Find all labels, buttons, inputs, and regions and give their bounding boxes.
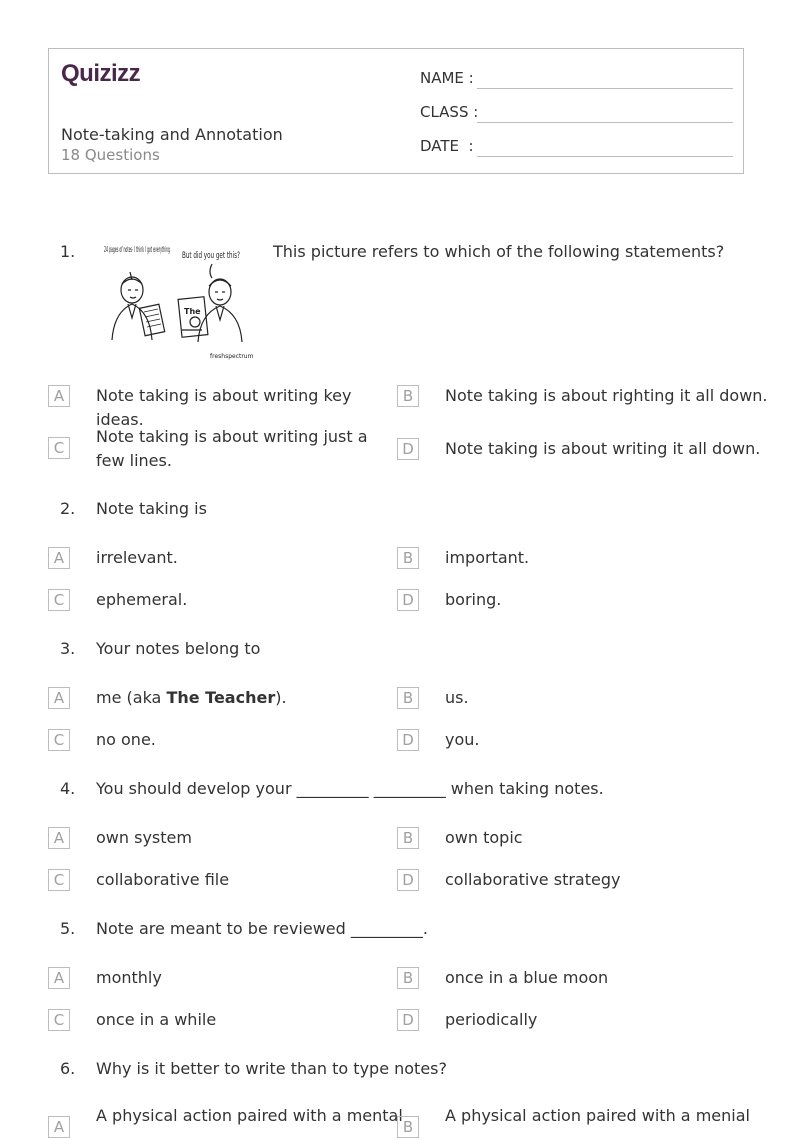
worksheet-title: Note-taking and Annotation (61, 125, 283, 144)
option-text: important. (445, 548, 530, 567)
option-letter-box[interactable]: C (48, 589, 70, 611)
option-letter-box[interactable]: D (397, 1009, 419, 1031)
option-letter-box[interactable]: C (48, 1009, 70, 1031)
option-text-post: ). (275, 688, 287, 707)
option-letter-box[interactable]: D (397, 438, 419, 460)
date-line[interactable] (477, 156, 733, 157)
option-text: irrelevant. (96, 548, 178, 567)
question-count: 18 Questions (61, 146, 160, 164)
option-letter-box[interactable]: C (48, 437, 70, 459)
quizizz-logo (61, 59, 151, 87)
option-text: own topic (445, 828, 523, 847)
poster-text: The (184, 307, 201, 316)
option-text: collaborative strategy (445, 870, 621, 889)
option-text: Note taking is about righting it all down. (445, 386, 768, 405)
date-label: DATE : (420, 137, 474, 155)
option-letter-box[interactable]: D (397, 589, 419, 611)
option-letter-box[interactable]: A (48, 385, 70, 407)
option-text: Note taking is about writing key ideas. (96, 386, 352, 429)
option-letter-box[interactable]: B (397, 967, 419, 989)
question-number: 5. (60, 919, 76, 938)
option-text: Note taking is about writing just a few lines. (96, 427, 368, 470)
left-speech-bubble: 24 pages of notes- I think I got everything (104, 245, 170, 254)
question-number: 3. (60, 639, 76, 658)
option-text: own system (96, 828, 192, 847)
cartoon-credit: freshspectrum (210, 353, 254, 360)
option-text: once in a while (96, 1010, 217, 1029)
question-number: 2. (60, 499, 76, 518)
option-letter-box[interactable]: B (397, 687, 419, 709)
question-number: 4. (60, 779, 76, 798)
note-taking-cartoon (100, 240, 260, 362)
option-text: monthly (96, 968, 162, 987)
question-text: Why is it better to write than to type notes? (96, 1059, 447, 1078)
option-text: periodically (445, 1010, 538, 1029)
option-letter-box[interactable]: C (48, 869, 70, 891)
option-text: collaborative file (96, 870, 230, 889)
question-number: 1. (60, 242, 76, 261)
option-text: once in a blue moon (445, 968, 609, 987)
name-line[interactable] (477, 88, 733, 89)
option-letter-box[interactable]: C (48, 729, 70, 751)
option-text: A physical action paired with a menial (445, 1106, 750, 1125)
option-text: A physical action paired with a mental (96, 1106, 403, 1125)
option-letter-box[interactable]: A (48, 547, 70, 569)
option-text: us. (445, 688, 469, 707)
question-text: Note are meant to be reviewed _________. (96, 919, 428, 938)
option-letter-box[interactable]: A (48, 687, 70, 709)
option-text: boring. (445, 590, 502, 609)
option-letter-box[interactable]: A (48, 827, 70, 849)
option-text: you. (445, 730, 480, 749)
name-label: NAME : (420, 69, 474, 87)
question-text: This picture refers to which of the following statements? (273, 242, 725, 261)
class-line[interactable] (477, 122, 733, 123)
question-text: You should develop your _________ _________ when taking notes. (96, 779, 604, 798)
option-letter-box[interactable]: B (397, 547, 419, 569)
option-text: no one. (96, 730, 156, 749)
option-letter-box[interactable]: D (397, 869, 419, 891)
question-number: 6. (60, 1059, 76, 1078)
option-letter-box[interactable]: A (48, 967, 70, 989)
option-letter-box[interactable]: D (397, 729, 419, 751)
logo-text: Quizizz (61, 60, 141, 87)
option-text-bold: The Teacher (166, 688, 276, 707)
option-text: Note taking is about writing it all down. (445, 439, 761, 458)
option-letter-box[interactable]: A (48, 1116, 70, 1138)
option-text-pre: me (aka (96, 688, 167, 707)
option-text: ephemeral. (96, 590, 188, 609)
option-letter-box[interactable]: B (397, 385, 419, 407)
option-letter-box[interactable]: B (397, 1116, 419, 1138)
worksheet-header (48, 48, 744, 174)
option-letter-box[interactable]: B (397, 827, 419, 849)
question-text: Your notes belong to (96, 639, 261, 658)
option-text (96, 686, 396, 710)
right-speech-bubble: But did you get this? (182, 251, 241, 261)
question-text: Note taking is (96, 499, 207, 518)
class-label: CLASS : (420, 103, 479, 121)
